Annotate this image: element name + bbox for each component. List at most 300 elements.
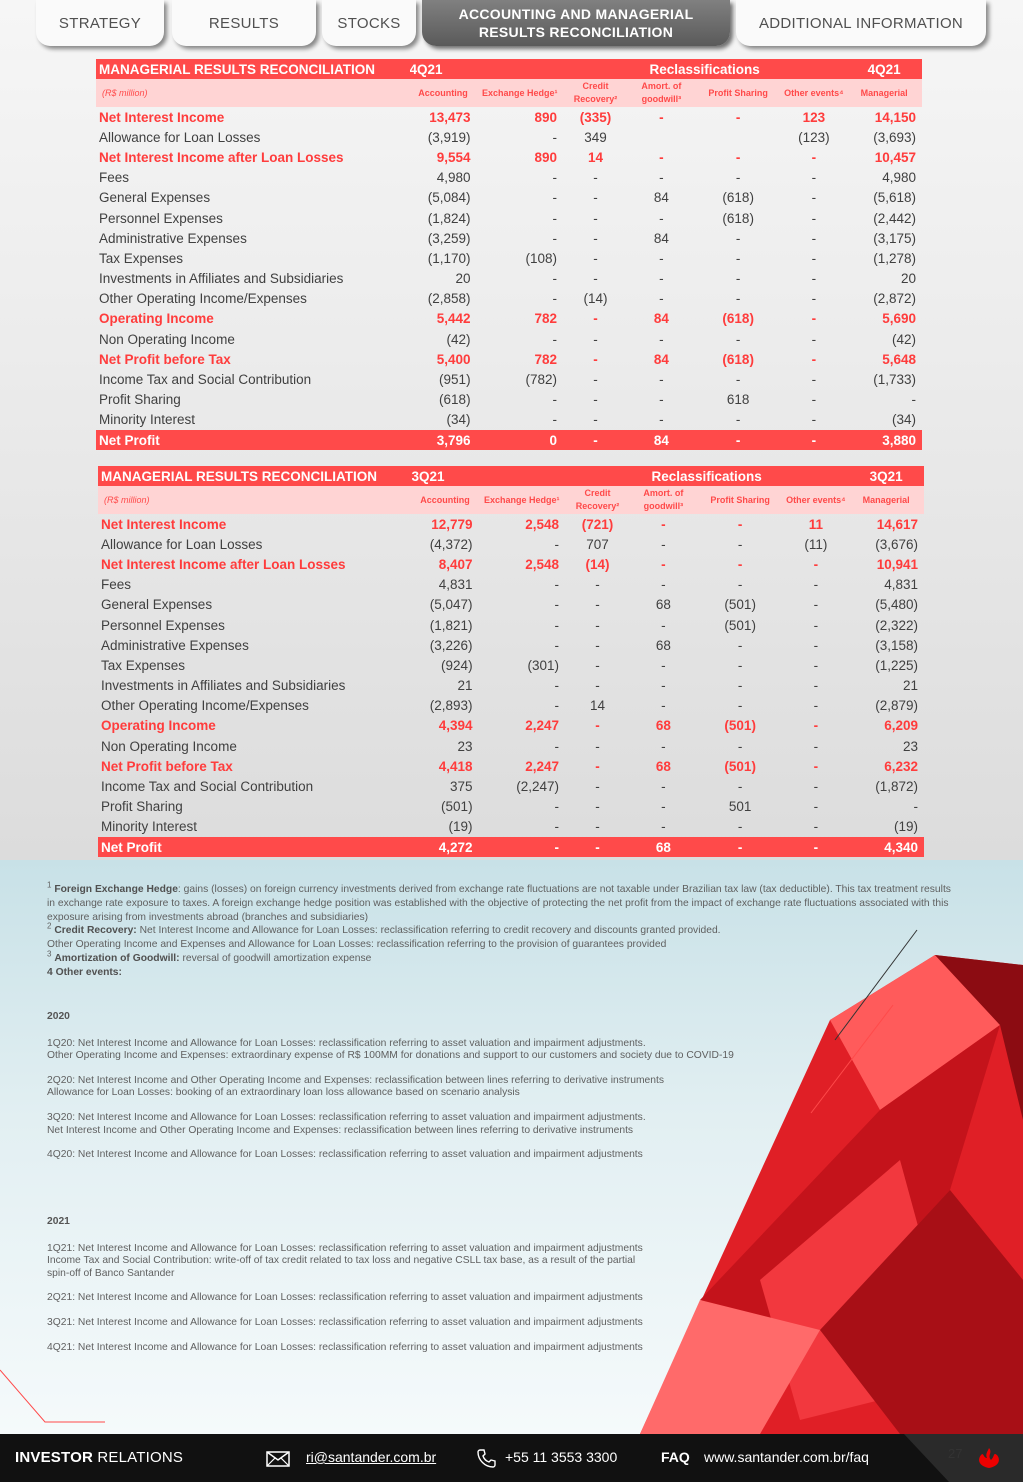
row-label: Income Tax and Social Contribution (101, 779, 314, 795)
row-label: Net Interest Income (101, 516, 227, 532)
row-value: - (737, 637, 743, 653)
row-label: Operating Income (99, 311, 214, 327)
row-value: (5,047) (429, 597, 473, 613)
row-value: - (737, 577, 743, 593)
row-value: (501) (441, 799, 473, 815)
table-row (98, 514, 924, 534)
row-value: - (595, 718, 600, 734)
row-value: 2,548 (525, 556, 560, 572)
row-value: - (813, 718, 819, 734)
footnote-3: $^3$ Amortization of Goodwill: reversal of goodwill amortization expense (47, 949, 372, 964)
row-value: - (552, 210, 558, 226)
unit-label: (R$ million) (96, 79, 410, 107)
row-value: 84 (653, 351, 669, 367)
row-value: (4,372) (429, 536, 473, 552)
row-value: (951) (439, 372, 471, 388)
table-row (98, 534, 924, 554)
row-value: - (661, 617, 666, 633)
tab-reconciliation[interactable]: ACCOUNTING AND MANAGERIAL RESULTS RECONCILIATION (422, 0, 730, 46)
column-header: Amort. of goodwill³ (630, 486, 697, 514)
table-row (98, 595, 924, 615)
row-value: 618 (726, 392, 750, 408)
row-value: (1,170) (427, 250, 471, 266)
row-value: (5,084) (427, 190, 471, 206)
row-value: - (552, 190, 558, 206)
row-value: - (661, 556, 666, 572)
faq-link[interactable]: www.santander.com.br/faq (704, 1449, 869, 1465)
tab-additional-information[interactable]: ADDITIONAL INFORMATION (736, 0, 986, 46)
row-value: 2,247 (525, 718, 560, 734)
row-value: - (552, 271, 558, 287)
row-label: Net Interest Income (99, 109, 225, 125)
row-value: - (737, 516, 743, 532)
row-value: 84 (653, 311, 669, 327)
year-note-item: 3Q21: Net Interest Income and Allowance for Loan Losses: reclassification referring to asset valuation and impairment adjustments (47, 1316, 643, 1328)
column-header: Other events⁴ (783, 486, 848, 514)
row-value: - (811, 149, 817, 165)
row-value: - (813, 617, 819, 633)
row-value: - (659, 149, 664, 165)
row-value: (3,919) (427, 129, 471, 145)
row-value: 84 (653, 190, 669, 206)
column-header: Accounting (412, 486, 479, 514)
row-value: 4,340 (848, 837, 924, 857)
row-value: (34) (446, 412, 471, 428)
row-value: - (813, 698, 819, 714)
table-row (98, 797, 924, 817)
column-header: Credit Recovery² (563, 79, 628, 107)
row-value: - (735, 109, 741, 125)
table-row (96, 309, 922, 329)
row-value: 5,400 (436, 351, 471, 367)
row-value: 4,831 (884, 577, 918, 593)
row-value: - (661, 799, 666, 815)
row-value: - (554, 799, 560, 815)
row-value: - (811, 351, 817, 367)
spacer-cell (477, 59, 563, 79)
row-value: - (593, 351, 598, 367)
row-value: - (595, 819, 600, 835)
row-value: 68 (655, 597, 671, 613)
tab-strategy[interactable]: STRATEGY (36, 0, 164, 46)
row-value: - (554, 678, 560, 694)
row-value: - (811, 190, 817, 206)
row-label: Net Interest Income after Loan Losses (101, 556, 346, 572)
row-value: - (552, 230, 558, 246)
row-label: Income Tax and Social Contribution (99, 372, 312, 388)
year-note-item: 2Q20: Net Interest Income and Other Operating Income and Expenses: reclassification between lines referring to derivative instruments Allowance for Loan Losses: booking of an extraordinary loan loss allowance based on scenario analysis (47, 1074, 664, 1099)
table-row (96, 168, 922, 188)
row-label: Minority Interest (101, 819, 198, 835)
row-value: - (595, 617, 600, 633)
row-label: Allowance for Loan Losses (101, 536, 263, 552)
row-value: - (811, 271, 817, 287)
table-row (96, 147, 922, 167)
row-value: - (661, 779, 666, 795)
row-value: 2,548 (525, 516, 560, 532)
row-value: (1,824) (427, 210, 471, 226)
row-value: - (554, 738, 560, 754)
phone-number: +55 11 3553 3300 (505, 1449, 618, 1465)
row-value: - (737, 536, 743, 552)
email-link[interactable]: ri@santander.com.br (306, 1449, 437, 1465)
column-header: Profit Sharing (697, 486, 783, 514)
row-value: (2,858) (427, 291, 471, 307)
row-value: 14 (589, 698, 605, 714)
row-label: Fees (101, 577, 132, 593)
row-value: (2,879) (875, 698, 918, 714)
row-value: - (813, 738, 819, 754)
row-value: 4,831 (438, 577, 473, 593)
faq-label: FAQ (661, 1449, 690, 1465)
row-value: - (552, 331, 558, 347)
tab-stocks[interactable]: STOCKS (322, 0, 416, 46)
row-value: - (595, 758, 600, 774)
row-value: 68 (655, 637, 671, 653)
row-value: (1,821) (429, 617, 473, 633)
table-period-managerial: 4Q21 (846, 59, 922, 79)
row-value: - (552, 392, 558, 408)
table-header-row (96, 79, 922, 107)
row-value: 4,418 (438, 758, 473, 774)
row-value: (721) (581, 516, 614, 532)
row-label: Allowance for Loan Losses (99, 129, 261, 145)
row-value: 782 (534, 351, 558, 367)
row-value: - (661, 516, 666, 532)
row-value: (2,247) (516, 779, 560, 795)
row-label: Tax Expenses (99, 250, 184, 266)
row-value: (501) (724, 617, 756, 633)
row-value: - (593, 190, 598, 206)
page-corner-graphic (904, 1434, 1023, 1482)
row-value: 12,779 (431, 516, 473, 532)
row-value: - (659, 392, 664, 408)
row-value: (782) (525, 372, 558, 388)
row-label: Net Profit before Tax (99, 351, 231, 367)
row-value: 8,407 (438, 556, 473, 572)
column-header: Managerial (846, 79, 922, 107)
row-value: 5,442 (436, 311, 471, 327)
row-value: - (737, 819, 743, 835)
footnotes (47, 880, 957, 980)
row-value: (2,322) (875, 617, 918, 633)
row-value: - (735, 250, 741, 266)
row-label: Net Profit (98, 837, 412, 857)
row-value: - (735, 412, 741, 428)
row-value: - (552, 129, 558, 145)
row-value: (108) (525, 250, 558, 266)
phone-icon (476, 1448, 496, 1468)
row-value: 375 (450, 779, 473, 795)
row-value: 14 (587, 149, 603, 165)
year-2021-label: 2021 (47, 1216, 70, 1227)
row-value: - (811, 412, 817, 428)
row-label: Non Operating Income (101, 738, 237, 754)
row-label: Investments in Affiliates and Subsidiaries (101, 678, 346, 694)
row-value: - (595, 678, 600, 694)
row-value: - (659, 250, 664, 266)
investor-relations-brand: INVESTOR RELATIONS (15, 1449, 184, 1466)
table-title: MANAGERIAL RESULTS RECONCILIATION (98, 466, 412, 486)
row-value: 9,554 (436, 149, 471, 165)
year-2021-items (47, 1243, 657, 1355)
row-value: - (659, 291, 664, 307)
row-value: 21 (902, 678, 918, 694)
row-value: - (737, 657, 743, 673)
table-row (96, 248, 922, 268)
row-value: - (811, 210, 817, 226)
table-period: 3Q21 (412, 466, 479, 486)
row-value: - (811, 392, 817, 408)
row-value: - (554, 819, 560, 835)
table-row (96, 349, 922, 369)
row-value: - (595, 779, 600, 795)
reclassifications-label: Reclassifications (565, 466, 848, 486)
table-row (96, 369, 922, 389)
row-label: Minority Interest (99, 412, 196, 428)
email-icon (266, 1451, 290, 1467)
row-value: 4,980 (882, 170, 916, 186)
row-value: (34) (891, 412, 916, 428)
row-value: (5,618) (873, 190, 916, 206)
year-2020-items (47, 1038, 767, 1162)
table-row (98, 575, 924, 595)
row-value: - (811, 250, 817, 266)
row-value: - (659, 331, 664, 347)
row-value: - (735, 271, 741, 287)
row-value: - (595, 597, 600, 613)
footnote-4: 4 Other events: (47, 966, 122, 978)
row-value: - (811, 311, 817, 327)
row-label: Personnel Expenses (99, 210, 223, 226)
row-value: - (695, 430, 781, 450)
row-value: - (813, 637, 819, 653)
row-value: - (593, 170, 598, 186)
row-label: Profit Sharing (101, 799, 183, 815)
row-value: (301) (527, 657, 560, 673)
footnote-2-line2: Other Operating Income and Expenses and Allowance for Loan Losses: reclassification referring to the provision of guarantees provided (47, 939, 667, 951)
row-value: (42) (891, 331, 916, 347)
row-value: 0 (477, 430, 563, 450)
footnote-2: $^2$ Credit Recovery: Net Interest Income and Allowance for Loan Losses: reclassification referring to credit recovery and discounts granted provided. (47, 921, 721, 937)
table-period: 4Q21 (410, 59, 477, 79)
table-header-row (98, 486, 924, 514)
row-value: (1,225) (875, 657, 918, 673)
table-row (98, 615, 924, 635)
year-note-item: 2Q21: Net Interest Income and Allowance for Loan Losses: reclassification referring to asset valuation and impairment adjustments (47, 1292, 643, 1304)
row-value: - (593, 210, 598, 226)
row-value: - (811, 230, 817, 246)
santander-flame-icon (975, 1446, 1003, 1470)
row-value: 84 (653, 230, 669, 246)
row-label: General Expenses (101, 597, 213, 613)
table-row (96, 289, 922, 309)
row-value: - (565, 837, 630, 857)
table-row (96, 329, 922, 349)
year-note-item: 4Q20: Net Interest Income and Allowance for Loan Losses: reclassification referring to asset valuation and impairment adjustments (47, 1149, 643, 1161)
tab-results[interactable]: RESULTS (172, 0, 316, 46)
year-note-item: 1Q20: Net Interest Income and Allowance for Loan Losses: reclassification referring to asset valuation and impairment adjustments. Other Operating Income and Expenses: extraordinary expense of R$ 100MM for donations and support to our customers and society due to COVID-19 (47, 1037, 734, 1062)
row-value: (501) (724, 758, 756, 774)
row-value: 349 (584, 129, 607, 145)
row-value: 13,473 (429, 109, 471, 125)
row-value: - (811, 170, 817, 186)
column-header: Accounting (410, 79, 477, 107)
row-value: - (737, 698, 743, 714)
reclassifications-label: Reclassifications (563, 59, 846, 79)
row-value: - (811, 331, 817, 347)
row-value: - (813, 657, 819, 673)
row-value: - (554, 617, 560, 633)
column-header: Profit Sharing (695, 79, 781, 107)
row-label: Personnel Expenses (101, 617, 225, 633)
footer (0, 1434, 1023, 1482)
row-value: 5,690 (882, 311, 916, 327)
row-value: (2,442) (873, 210, 916, 226)
row-value: (3,259) (427, 230, 471, 246)
row-value: 23 (902, 738, 918, 754)
table-row (96, 228, 922, 248)
column-header: Other events⁴ (781, 79, 846, 107)
year-note-item: 1Q21: Net Interest Income and Allowance for Loan Losses: reclassification referring to asset valuation and impairment adjustments Income Tax and Social Contribution: write-off of tax credit related to tax loss and negative CSLL tax base, as a result of the partial spin-off of Banco Santander (47, 1242, 643, 1279)
row-label: Tax Expenses (101, 657, 186, 673)
row-value: (1,872) (875, 779, 918, 795)
row-value: - (552, 291, 558, 307)
table-title-row (98, 466, 924, 486)
row-value: (3,226) (429, 637, 473, 653)
row-value: 501 (728, 799, 752, 815)
row-value: (618) (722, 311, 754, 327)
row-value: - (593, 412, 598, 428)
row-value: 3,880 (846, 430, 922, 450)
footnote-1: $^1$ Foreign Exchange Hedge: gains (losses) on foreign currency investments derived from exchange rate fluctuations are not taxable under Brazilian tax law (tax deductible). This tax treatment results in exchange rate exposure to taxes. A foreign exchange hedge position was established with the objective of protecting the net profit from the impact of exchange rate fluctuations associated with this exposure arising from investments abroad (branches and subsidiaries) (47, 880, 951, 923)
row-value: 14,617 (876, 516, 918, 532)
row-value: - (813, 758, 819, 774)
column-header: Exchange Hedge¹ (479, 486, 565, 514)
table-row (96, 430, 922, 450)
row-value: (11) (804, 536, 828, 552)
row-value: (3,693) (873, 129, 916, 145)
row-value: (335) (579, 109, 612, 125)
table-title: MANAGERIAL RESULTS RECONCILIATION (96, 59, 410, 79)
column-header: Exchange Hedge¹ (477, 79, 563, 107)
table-row (96, 188, 922, 208)
row-value: (2,893) (429, 698, 473, 714)
row-value: - (659, 109, 664, 125)
row-value: - (595, 577, 600, 593)
row-label: Net Interest Income after Loan Losses (99, 149, 344, 165)
row-value: (42) (446, 331, 471, 347)
year-note-item: 3Q20: Net Interest Income and Allowance for Loan Losses: reclassification referring to asset valuation and impairment adjustments. Net Interest Income and Other Operating Income and Expenses: reclassification between lines referring to derivative instruments (47, 1111, 646, 1136)
row-value: - (595, 657, 600, 673)
row-value: (3,175) (873, 230, 916, 246)
row-value: - (593, 331, 598, 347)
row-value: (1,278) (873, 250, 916, 266)
row-value: - (563, 430, 628, 450)
table-period-managerial: 3Q21 (848, 466, 924, 486)
unit-label: (R$ million) (98, 486, 412, 514)
row-label: Administrative Expenses (99, 230, 247, 246)
row-value: - (737, 779, 743, 795)
row-value: (19) (893, 819, 918, 835)
table-row (98, 696, 924, 716)
row-value: - (593, 230, 598, 246)
column-header: Amort. of goodwill³ (628, 79, 695, 107)
row-value: - (737, 678, 743, 694)
row-value: - (735, 170, 741, 186)
row-value: - (661, 536, 666, 552)
row-value: - (735, 331, 741, 347)
table-row (96, 269, 922, 289)
row-label: Net Profit before Tax (101, 758, 233, 774)
row-value: - (783, 837, 848, 857)
row-label: Non Operating Income (99, 331, 235, 347)
table-row (96, 390, 922, 410)
row-value: - (813, 597, 819, 613)
row-value: - (552, 412, 558, 428)
row-label: Other Operating Income/Expenses (99, 291, 307, 307)
row-value: - (593, 392, 598, 408)
column-header: Managerial (848, 486, 924, 514)
row-value: (618) (722, 190, 754, 206)
row-value: - (595, 799, 600, 815)
table-row (98, 736, 924, 756)
row-value: (19) (448, 819, 473, 835)
row-value (628, 127, 695, 147)
table-row (98, 676, 924, 696)
row-value: 11 (808, 516, 823, 532)
row-value: 2,247 (525, 758, 560, 774)
row-value: 4,394 (438, 718, 473, 734)
table-row (96, 107, 922, 127)
row-value: 3,796 (410, 430, 477, 450)
row-value: (14) (583, 291, 608, 307)
row-value: - (913, 799, 918, 815)
table-row (98, 655, 924, 675)
row-value: 5,648 (882, 351, 916, 367)
row-value: 14,150 (874, 109, 916, 125)
table-title-row (96, 59, 922, 79)
row-value: - (735, 230, 741, 246)
spacer-cell (479, 466, 565, 486)
row-value: - (697, 837, 783, 857)
row-value: - (554, 577, 560, 593)
row-value: 20 (455, 271, 471, 287)
table-row (98, 554, 924, 574)
table-row (96, 127, 922, 147)
footnotes-section (0, 860, 1023, 1434)
row-value: 21 (457, 678, 473, 694)
row-value: (618) (722, 210, 754, 226)
row-value: (2,872) (873, 291, 916, 307)
row-value: - (737, 556, 743, 572)
row-value: - (781, 430, 846, 450)
row-value: - (813, 819, 819, 835)
row-value: - (911, 392, 916, 408)
column-header: Credit Recovery² (565, 486, 630, 514)
row-value: - (813, 577, 819, 593)
row-value: - (554, 637, 560, 653)
row-value: (924) (441, 657, 473, 673)
row-value: - (552, 170, 558, 186)
row-value: - (593, 271, 598, 287)
row-value: - (593, 311, 598, 327)
year-note-item: 4Q21: Net Interest Income and Allowance for Loan Losses: reclassification referring to asset valuation and impairment adjustments (47, 1341, 643, 1353)
row-value: 123 (802, 109, 826, 125)
row-value: (1,733) (873, 372, 916, 388)
year-2020-label: 2020 (47, 1011, 70, 1022)
row-value: 890 (534, 109, 558, 125)
